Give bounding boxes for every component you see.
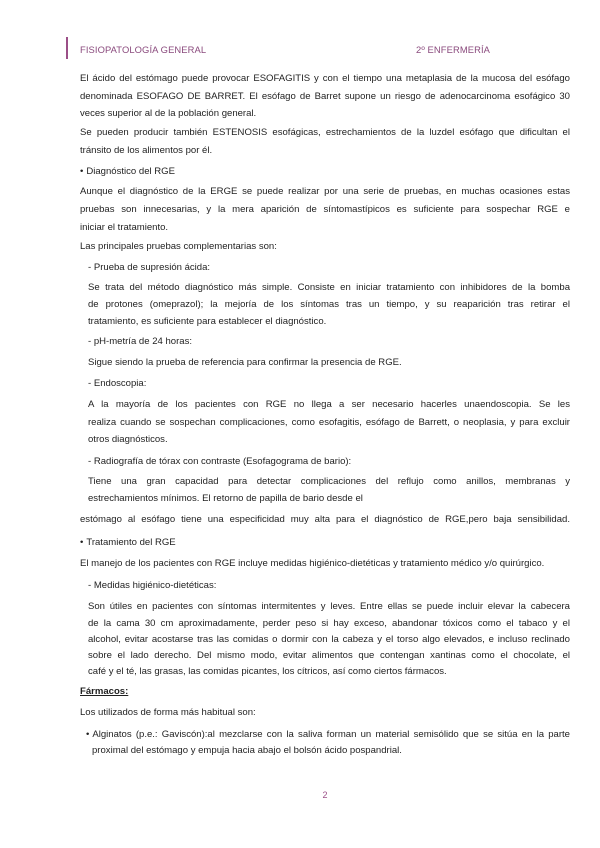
paragraph-line: sobre el lado derecho. Del mismo modo, evitar alimentos que contengan xantinas como el chocolate, el [88, 650, 570, 661]
paragraph-line: Las principales pruebas complementarias son: [80, 241, 277, 252]
subheading-endoscopia: - Endoscopia: [88, 378, 147, 389]
paragraph-line: realiza cuando se sospechan complicaciones, como esofagitis, esófago de Barrett, o neoplasia, y para excluir [88, 417, 570, 428]
section-heading-tratamiento: • Tratamiento del RGE [80, 537, 176, 549]
paragraph-line: Sigue siendo la prueba de referencia para confirmar la presencia de RGE. [88, 357, 402, 368]
paragraph-line: Tiene una gran capacidad para detectar complicaciones del reflujo como anillos, membranas y [88, 476, 570, 487]
paragraph-line: Se trata del método diagnóstico más simple. Consiste en iniciar tratamiento con inhibidores de la bomba [88, 282, 570, 293]
paragraph-line: denominada ESOFAGO DE BARRET. El esófago de Barret supone un riesgo de adenocarcinoma esofágico 30 [80, 91, 570, 102]
paragraph-line: otros diagnósticos. [88, 434, 168, 445]
paragraph-line: Aunque el diagnóstico de la ERGE se puede realizar por una serie de pruebas, en muchas ocasiones estas [80, 186, 570, 197]
paragraph-line: El ácido del estómago puede provocar ESOFAGITIS y con el tiempo una metaplasia de la mucosa del esófago [80, 73, 570, 84]
paragraph-line: proximal del estómago y empuja hacia abajo el bolsón ácido pospandrial. [92, 745, 402, 756]
paragraph-line: de protones (omeprazol); la mejoría de los síntomas tras un tiempo, y su reaparición tras retirar el [88, 299, 570, 310]
section-heading-diagnostico: • Diagnóstico del RGE [80, 166, 175, 178]
paragraph-line: veces superior al de la población general. [80, 108, 257, 119]
paragraph-line: estómago al esófago tiene una especificidad muy alta para el diagnóstico de RGE,pero baja sensibilidad. [80, 514, 570, 525]
paragraph-line: El manejo de los pacientes con RGE incluye medidas higiénico-dietéticas y tratamiento médico y/o quirúrgico. [80, 558, 545, 569]
list-item-alginatos: • Alginatos (p.e.: Gaviscón):al mezclarse con la saliva forman un material semisólido que se sitúa en la parte [86, 729, 570, 741]
paragraph-line: café y el té, las grasas, las comidas picantes, los cítricos, así como ciertos fármacos. [88, 666, 447, 677]
subheading-radiografia: - Radiografía de tórax con contraste (Esofagograma de bario): [88, 456, 352, 467]
header-course-year: 2º ENFERMERÍA [416, 44, 491, 55]
heading-farmacos: Fármacos: [80, 686, 129, 697]
paragraph-line: tratamiento, es suficiente para establecer el diagnóstico. [88, 316, 327, 327]
paragraph-line: Los utilizados de forma más habitual son: [80, 707, 256, 718]
paragraph-line: tránsito de los alimentos por él. [80, 145, 213, 156]
header-accent-bar [66, 37, 68, 59]
header-course-title: FISIOPATOLOGÍA GENERAL [80, 44, 207, 55]
subheading-phmetria: - pH-metría de 24 horas: [88, 336, 192, 347]
subheading-medidas: - Medidas higiénico-dietéticas: [88, 580, 217, 591]
subheading-supresion-acida: - Prueba de supresión ácida: [88, 262, 211, 273]
paragraph-line: A la mayoría de los pacientes con RGE no llega a ser necesario hacerles unaendoscopia. Se les [88, 399, 570, 410]
page-number: 2 [322, 790, 328, 800]
paragraph-line: de la cama 30 cm aproximadamente, perder peso si hay exceso, abandonar tóxicos como el tabaco y el [88, 618, 570, 629]
paragraph-line: pruebas son innecesarias, y la mera aparición de síntomastípicos es suficiente para sospechar RGE e [80, 204, 570, 215]
paragraph-line: estrechamientos mínimos. El retorno de papilla de bario desde el [88, 493, 363, 504]
paragraph-line: alcohol, evitar acostarse tras las comidas o dormir con la cabeza y el torso algo elevados, e incluso reclinado [88, 634, 570, 645]
paragraph-line: iniciar el tratamiento. [80, 222, 169, 233]
paragraph-line: Son útiles en pacientes con síntomas intermitentes y leves. Entre ellas se puede incluir elevar la cabecera [88, 601, 570, 612]
paragraph-line: Se pueden producir también ESTENOSIS esofágicas, estrechamientos de la luzdel esófago que dificultan el [80, 127, 570, 138]
